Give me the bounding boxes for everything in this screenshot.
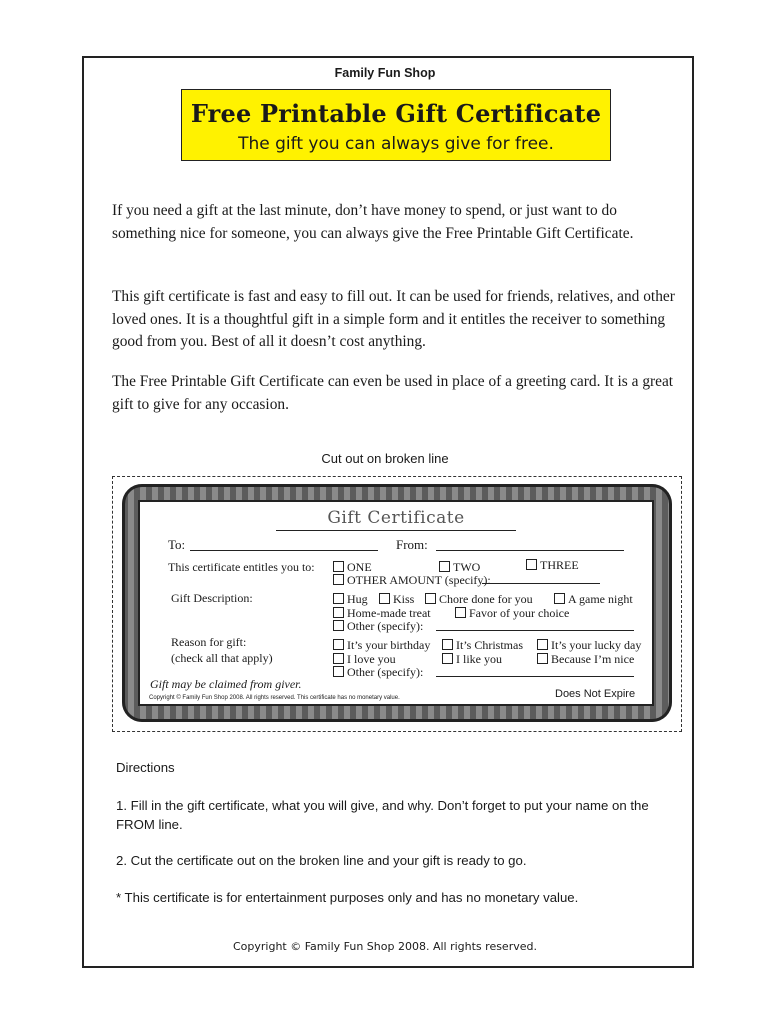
- other-amount-field[interactable]: [482, 583, 600, 584]
- reason-label: Reason for gift:: [171, 635, 247, 649]
- amount-one-option[interactable]: ONE: [333, 560, 372, 574]
- amount-three-option[interactable]: THREE: [526, 558, 579, 572]
- claim-note: Gift may be claimed from giver.: [150, 677, 302, 691]
- checkbox-icon[interactable]: [425, 593, 436, 604]
- desc-other-field[interactable]: [436, 630, 634, 631]
- from-field[interactable]: [436, 550, 624, 551]
- certificate-small-copyright: Copyright © Family Fun Shop 2008. All rights reserved. This certificate has no monetary value.: [149, 695, 400, 701]
- checkbox-icon[interactable]: [333, 653, 344, 664]
- to-label: To:: [168, 537, 186, 552]
- checkbox-icon[interactable]: [442, 639, 453, 650]
- entitles-label: This certificate entitles you to:: [168, 560, 315, 574]
- intro-paragraph-1: If you need a gift at the last minute, don’t have money to spend, or just want to do something nice for someone, you can always give the Free Printable Gift Certificate.: [112, 202, 634, 242]
- desc-kiss-option[interactable]: Kiss: [379, 592, 414, 606]
- desc-other-option[interactable]: Other (specify):: [333, 619, 423, 633]
- reason-like-option[interactable]: I like you: [442, 652, 502, 666]
- certificate-title: Gift Certificate: [276, 508, 516, 531]
- reason-birthday-option[interactable]: It’s your birthday: [333, 638, 430, 652]
- directions-heading: Directions: [116, 760, 175, 775]
- checkbox-icon[interactable]: [333, 620, 344, 631]
- checkbox-icon[interactable]: [455, 607, 466, 618]
- desc-game-night-option[interactable]: A game night: [554, 592, 633, 606]
- to-field[interactable]: [190, 550, 378, 551]
- shop-name: Family Fun Shop: [334, 66, 436, 80]
- checkbox-icon[interactable]: [333, 561, 344, 572]
- desc-chore-option[interactable]: Chore done for you: [425, 592, 533, 606]
- reason-other-field[interactable]: [436, 676, 634, 677]
- checkbox-icon[interactable]: [537, 639, 548, 650]
- intro-paragraph-2: This gift certificate is fast and easy to fill out. It can be used for friends, relatives, and other loved ones. It is a thoughtful gift in a simple form and it entitles the receiver to something good from you. Best of all it doesn’t cost anything.: [112, 288, 675, 350]
- checkbox-icon[interactable]: [333, 593, 344, 604]
- desc-hug-option[interactable]: Hug: [333, 592, 368, 606]
- checkbox-icon[interactable]: [333, 666, 344, 677]
- directions-step-1: 1. Fill in the gift certificate, what you will give, and why. Don’t forget to put your name on the FROM line.: [116, 798, 649, 832]
- checkbox-icon[interactable]: [537, 653, 548, 664]
- expiry-note: Does Not Expire: [555, 688, 636, 700]
- amount-two-option[interactable]: TWO: [439, 560, 480, 574]
- reason-other-option[interactable]: Other (specify):: [333, 665, 423, 679]
- directions-step-2: 2. Cut the certificate out on the broken line and your gift is ready to go.: [116, 853, 527, 868]
- checkbox-icon[interactable]: [333, 607, 344, 618]
- reason-nice-option[interactable]: Because I’m nice: [537, 652, 634, 666]
- desc-favor-option[interactable]: Favor of your choice: [455, 606, 569, 620]
- cut-label: Cut out on broken line: [321, 451, 449, 466]
- other-amount-option[interactable]: OTHER AMOUNT (specify):: [333, 573, 491, 587]
- checkbox-icon[interactable]: [333, 574, 344, 585]
- description-label: Gift Description:: [171, 591, 253, 605]
- reason-lucky-day-option[interactable]: It’s your lucky day: [537, 638, 641, 652]
- checkbox-icon[interactable]: [442, 653, 453, 664]
- page-copyright: Copyright © Family Fun Shop 2008. All rights reserved.: [233, 940, 537, 953]
- checkbox-icon[interactable]: [526, 559, 537, 570]
- title-banner: [181, 89, 611, 161]
- reason-hint: (check all that apply): [171, 651, 273, 665]
- checkbox-icon[interactable]: [333, 639, 344, 650]
- from-label: From:: [396, 537, 428, 552]
- desc-home-made-treat-option[interactable]: Home-made treat: [333, 606, 431, 620]
- intro-paragraph-3: The Free Printable Gift Certificate can even be used in place of a greeting card. It is a great gift to give for any occasion.: [112, 373, 674, 413]
- reason-christmas-option[interactable]: It’s Christmas: [442, 638, 523, 652]
- checkbox-icon[interactable]: [379, 593, 390, 604]
- checkbox-icon[interactable]: [554, 593, 565, 604]
- reason-love-option[interactable]: I love you: [333, 652, 396, 666]
- directions-note: * This certificate is for entertainment purposes only and has no monetary value.: [116, 890, 579, 905]
- checkbox-icon[interactable]: [439, 561, 450, 572]
- page-title: Free Printable Gift Certificate: [190, 99, 602, 128]
- page-subtitle: The gift you can always give for free.: [238, 134, 554, 154]
